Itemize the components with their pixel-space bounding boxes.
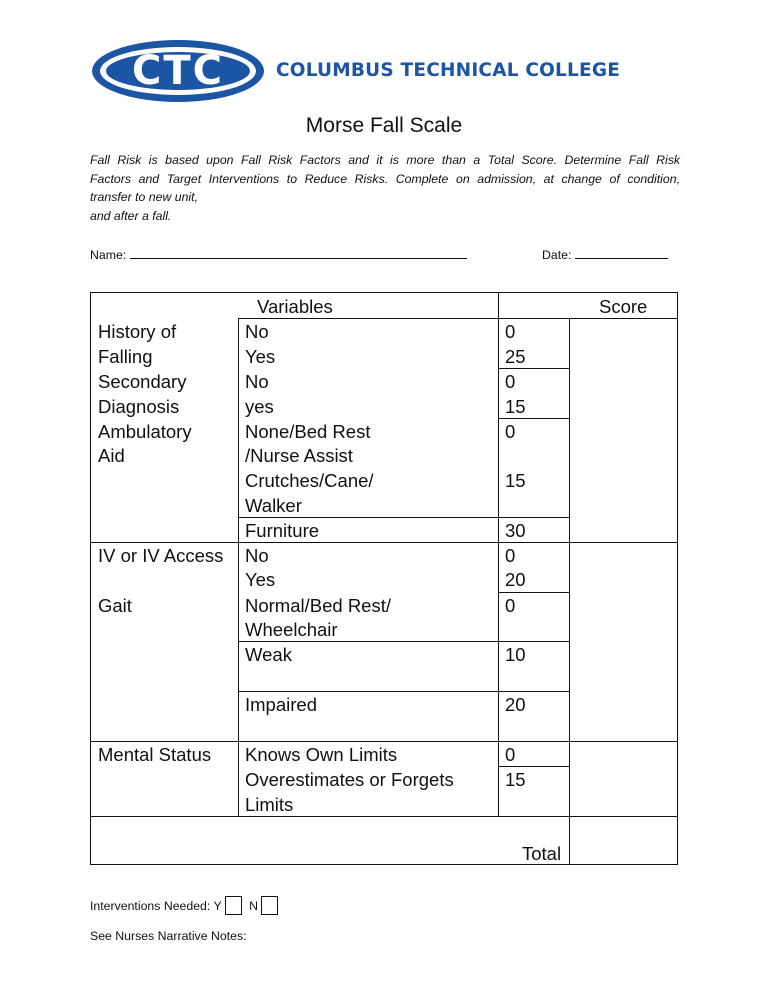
- intro-line: transfer to new unit,: [90, 190, 198, 204]
- iv-option-no: No: [245, 545, 269, 566]
- gait-points-normal: 0: [505, 595, 516, 616]
- gait-option-weak: Weak: [245, 644, 292, 665]
- score-header: Score: [599, 296, 648, 317]
- iv-points-no: 0: [505, 545, 516, 566]
- secondary-points-yes: 15: [505, 396, 526, 417]
- ambulatory-option-none-2: /Nurse Assist: [245, 445, 353, 466]
- date-field[interactable]: [542, 246, 668, 262]
- secondary-option-no: No: [245, 371, 269, 392]
- ambulatory-points-furniture: 30: [505, 520, 526, 541]
- name-blank[interactable]: [130, 246, 467, 259]
- history-label-2: Falling: [98, 346, 153, 367]
- mental-option-overestimates-2: Limits: [245, 794, 294, 815]
- mental-points-knows: 0: [505, 744, 516, 765]
- name-label: Name:: [90, 248, 127, 262]
- score-box-group-1[interactable]: [570, 319, 677, 542]
- morse-fall-scale-table: [90, 292, 678, 865]
- gait-option-impaired: Impaired: [245, 694, 317, 715]
- gait-points-weak: 10: [505, 644, 526, 665]
- mental-points-overestimates: 15: [505, 769, 526, 790]
- history-label-1: History of: [98, 321, 177, 342]
- date-blank[interactable]: [575, 246, 668, 259]
- iv-option-yes: Yes: [245, 569, 276, 590]
- ambulatory-option-crutches-2: Walker: [245, 495, 302, 516]
- interventions-row: [90, 896, 282, 915]
- date-label: Date:: [542, 248, 572, 262]
- score-box-mental[interactable]: [570, 742, 677, 816]
- secondary-label-2: Diagnosis: [98, 396, 180, 417]
- ambulatory-label-2: Aid: [98, 445, 125, 466]
- intro-line: and after a fall.: [90, 208, 172, 223]
- name-field[interactable]: [90, 246, 467, 262]
- interventions-no-checkbox[interactable]: [261, 896, 278, 915]
- intro-line: Fall Risk is based upon Fall Risk Factors and it is more than a Total Score. Determine Fall Risk: [90, 153, 680, 167]
- college-name: COLUMBUS TECHNICAL COLLEGE: [276, 60, 621, 81]
- ctc-logo-icon: [90, 38, 280, 104]
- score-box-total[interactable]: [570, 817, 677, 864]
- ambulatory-label-1: Ambulatory: [98, 421, 192, 442]
- secondary-points-no: 0: [505, 371, 516, 392]
- ambulatory-option-crutches-1: Crutches/Cane/: [245, 470, 374, 491]
- gait-option-normal-1: Normal/Bed Rest/: [245, 595, 391, 616]
- ambulatory-points-crutches: 15: [505, 470, 526, 491]
- logo-abbr: CTC: [132, 48, 224, 94]
- gait-label: Gait: [98, 595, 132, 616]
- interventions-yes-label: Y: [213, 899, 222, 913]
- iv-label: IV or IV Access: [98, 545, 224, 566]
- interventions-no-label: N: [249, 899, 259, 913]
- page-title: Morse Fall Scale: [305, 114, 463, 137]
- mental-option-knows: Knows Own Limits: [245, 744, 398, 765]
- narrative-notes-label: See Nurses Narrative Notes:: [90, 929, 247, 943]
- mental-label: Mental Status: [98, 744, 212, 765]
- gait-points-impaired: 20: [505, 694, 526, 715]
- interventions-label: Interventions Needed:: [90, 899, 211, 913]
- mental-option-overestimates-1: Overestimates or Forgets: [245, 769, 454, 790]
- ambulatory-option-none-1: None/Bed Rest: [245, 421, 371, 442]
- secondary-option-yes: yes: [245, 396, 274, 417]
- score-box-group-2[interactable]: [570, 543, 677, 741]
- iv-points-yes: 20: [505, 569, 526, 590]
- intro-paragraph: [90, 151, 680, 225]
- history-option-yes: Yes: [245, 346, 276, 367]
- ambulatory-points-none: 0: [505, 421, 516, 442]
- interventions-yes-checkbox[interactable]: [225, 896, 242, 915]
- ambulatory-option-furniture: Furniture: [245, 520, 320, 541]
- gait-option-normal-2: Wheelchair: [245, 619, 338, 640]
- intro-line: Factors and Target Interventions to Reduce Risks. Complete on admission, at change of condition,: [90, 171, 680, 186]
- history-points-yes: 25: [505, 346, 526, 367]
- history-points-no: 0: [505, 321, 516, 342]
- variables-header: Variables: [257, 296, 333, 317]
- history-option-no: No: [245, 321, 269, 342]
- secondary-label-1: Secondary: [98, 371, 187, 392]
- total-label: Total: [522, 843, 562, 864]
